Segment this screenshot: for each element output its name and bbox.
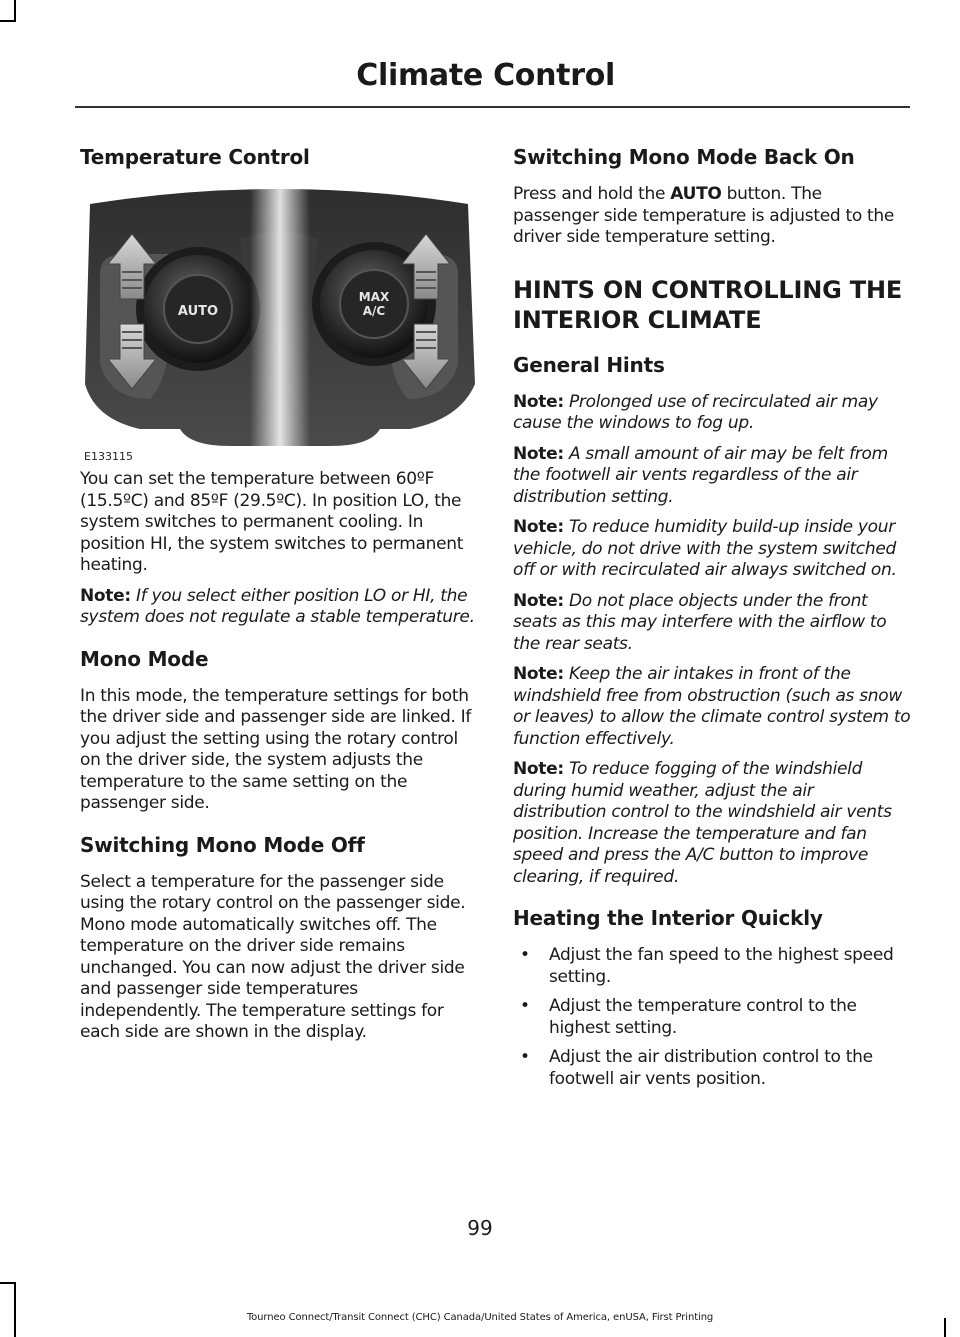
list-item xyxy=(513,996,911,1039)
section-title-line2: INTERIOR CLIMATE xyxy=(513,305,762,334)
crop-mark-top-left-v xyxy=(14,0,16,22)
list-item-text: Adjust the temperature control to the highest setting. xyxy=(549,996,857,1038)
note-item xyxy=(513,392,911,435)
note-item xyxy=(513,517,911,582)
note-item xyxy=(513,664,911,750)
note-text: Do not place objects under the front seats as this may interfere with the airflow to the rear seats. xyxy=(513,590,887,654)
crop-mark-bottom-left-h xyxy=(0,1282,16,1284)
temperature-range-text: You can set the temperature between 60ºF (15.5ºC) and 85ºF (29.5ºC). In position LO, the system switches to permanent cooling. In position HI, the system switches to permanent heating. xyxy=(80,469,464,575)
note-item xyxy=(513,444,911,509)
note-text: A small amount of air may be felt from the footwell air vents regardless of the air distribution setting. xyxy=(513,443,888,507)
page-header-title: Climate Control xyxy=(356,58,615,93)
heading-mono-mode: Mono Mode xyxy=(80,646,209,671)
crop-mark-bottom-left-v xyxy=(14,1282,16,1337)
note-label: Note: xyxy=(513,443,564,464)
figure-id: E133115 xyxy=(84,450,133,463)
auto-keyword: AUTO xyxy=(670,184,722,204)
bullet-icon: • xyxy=(520,1047,530,1067)
mono-on-text-post: button. The passenger side temperature is adjusted to the driver side temperature setting. xyxy=(513,184,895,247)
right-column xyxy=(513,145,911,1098)
list-item-text: Adjust the fan speed to the highest speed setting. xyxy=(549,945,894,987)
note-label: Note: xyxy=(513,664,564,684)
note-text: To reduce fogging of the windshield during humid weather, adjust the air distribution control to the windshield air vents position. Increase the temperature and fan speed and press the A/C button to improve clearing, if required. xyxy=(513,759,892,887)
note-label: Note: xyxy=(513,391,564,412)
mono-mode-text: In this mode, the temperature settings for both the driver side and passenger side are linked. If you adjust the setting using the rotary control on the driver side, the system adjusts the temperature to the same setting on the passenger side. xyxy=(80,685,472,813)
mono-mode-on-text xyxy=(513,184,911,249)
note-text: Prolonged use of recirculated air may cause the windows to fog up. xyxy=(513,391,878,433)
note-lo-hi xyxy=(80,586,478,629)
bullet-icon: • xyxy=(520,945,530,965)
section-title-line1: HINTS ON CONTROLLING THE xyxy=(513,275,903,304)
max-ac-label-line2: A/C xyxy=(362,304,386,318)
heading-temperature-control: Temperature Control xyxy=(80,145,310,169)
heating-steps-list xyxy=(513,945,911,1090)
crop-mark-top-left-h xyxy=(0,20,16,22)
left-column xyxy=(80,145,478,1053)
mono-mode-off-text: Select a temperature for the passenger side using the rotary control on the passenger side. Mono mode automatically switches off. The temperature on the driver side remains unchanged. You can now adjust the driver side and passenger side temperatures independently. The temperature settings for each side are shown in the display. xyxy=(80,871,466,1042)
list-item xyxy=(513,1047,911,1090)
list-item-text: Adjust the air distribution control to the footwell air vents position. xyxy=(549,1047,873,1089)
note-item xyxy=(513,591,911,656)
page-number: 99 xyxy=(467,1216,493,1240)
climate-panel-illustration xyxy=(80,184,478,446)
heading-mono-mode-off: Switching Mono Mode Off xyxy=(80,832,365,857)
heading-general-hints: General Hints xyxy=(513,352,665,377)
note-text: If you select either position LO or HI, the system does not regulate a stable temperature. xyxy=(80,585,475,627)
footer-text: Tourneo Connect/Transit Connect (CHC) Canada/United States of America, enUSA, First Printing xyxy=(246,1312,714,1323)
note-label: Note: xyxy=(513,590,564,611)
note-label: Note: xyxy=(80,585,131,606)
note-text: Keep the air intakes in front of the windshield free from obstruction (such as snow or leaves) to allow the climate control system to function effectively. xyxy=(513,664,911,749)
note-item xyxy=(513,759,911,888)
note-label: Note: xyxy=(513,517,564,537)
mono-on-text-pre: Press and hold the xyxy=(513,184,666,204)
heading-mono-mode-on: Switching Mono Mode Back On xyxy=(513,145,855,169)
note-text: To reduce humidity build-up inside your vehicle, do not drive with the system switched off or with recirculated air always switched on. xyxy=(513,517,897,580)
climate-control-figure xyxy=(80,184,478,463)
auto-button-label: AUTO xyxy=(177,304,219,319)
max-ac-label-line1: MAX xyxy=(358,290,390,304)
list-item xyxy=(513,945,911,988)
note-label: Note: xyxy=(513,759,564,779)
header-rule xyxy=(75,106,910,108)
section-title xyxy=(513,275,911,335)
heading-heating-quickly: Heating the Interior Quickly xyxy=(513,906,823,930)
bullet-icon: • xyxy=(520,996,530,1016)
